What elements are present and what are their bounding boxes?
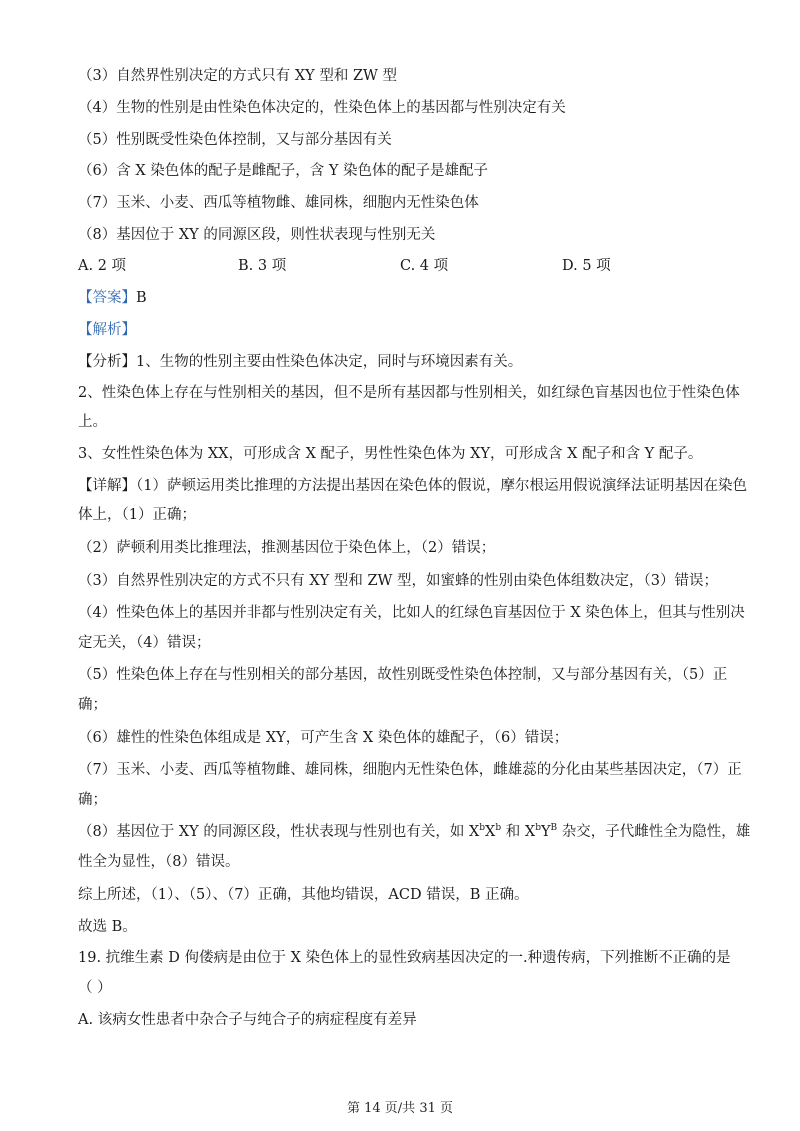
analysis-tag: 【解析】 [78, 322, 136, 338]
detail-l6: （6）雄性的性染色体组成是 XY，可产生含 X 染色体的雄配子，（6）错误； [78, 730, 569, 746]
l8a-sup-3: b [535, 823, 541, 834]
detail-l1b: 体上，（1）正确； [78, 507, 196, 523]
detail-l5b: 确； [78, 697, 107, 713]
detail-l4b: 定无关，（4）错误； [78, 635, 211, 651]
l8a-text-1: （8）基因位于 XY 的同源区段，性状表现与性别也有关，如 X [78, 824, 480, 840]
question-19-blank: （ ） [78, 980, 112, 996]
detail-l3: （3）自然界性别决定的方式不只有 XY 型和 ZW 型，如蜜蜂的性别由染色体组数决定，（3）错误； [78, 573, 719, 589]
analysis-p2b: 上。 [78, 414, 107, 430]
l8a-sup-1: b [479, 823, 486, 834]
option-d: D. 5 项 [562, 258, 611, 274]
detail-tag: 【详解】 [78, 478, 136, 494]
page-footer: 第 14 页/共 31 页 [347, 1101, 453, 1116]
detail-l8b: 性全为显性，（8）错误。 [78, 854, 240, 870]
l8a-text-3: 和 X [501, 824, 536, 840]
l8a-sup-4: B [550, 823, 558, 834]
statement-6: （6）含 X 染色体的配子是雌配子，含 Y 染色体的配子是雄配子 [78, 163, 489, 179]
statement-8: （8）基因位于 XY 的同源区段，则性状表现与性别无关 [78, 227, 436, 243]
detail-l1a [78, 476, 747, 496]
analysis-p2a: 2、性染色体上存在与性别相关的基因，但不是所有基因都与性别相关，如红绿色盲基因也位于性染色体 [78, 385, 740, 401]
detail-summary: 综上所述，（1）、（5）、（7）正确，其他均错误，ACD 错误，B 正确。 [78, 887, 529, 903]
detail-l4a: （4）性染色体上的基因并非都与性别决定有关，比如人的红绿色盲基因位于 X 染色体上，但其与性别决 [78, 605, 745, 621]
l8a-text-4: Y [540, 824, 551, 840]
analysis-sub-tag: 【分析】 [78, 354, 136, 370]
statement-5: （5）性别既受性染色体控制，又与部分基因有关 [78, 132, 392, 148]
detail-choice: 故选 B。 [78, 919, 137, 935]
analysis-p1-text: 1、生物的性别主要由性染色体决定，同时与环境因素有关。 [136, 354, 523, 370]
detail-l8a [78, 822, 751, 842]
analysis-p1 [78, 352, 728, 372]
analysis-p3: 3、女性性染色体为 XX，可形成含 X 配子，男性性染色体为 XY，可形成含 X 配子和含 Y 配子。 [78, 446, 703, 462]
detail-l1a-text: （1）萨顿运用类比推理的方法提出基因在染色体的假说，摩尔根运用假说演绎法证明基因在染色 [136, 478, 747, 494]
answer-value: B [136, 290, 147, 306]
answer-line [78, 288, 728, 308]
statement-4: （4）生物的性别是由性染色体决定的，性染色体上的基因都与性别决定有关 [78, 100, 566, 116]
option-b: B. 3 项 [238, 258, 287, 274]
question-19-option-a: A. 该病女性患者中杂合子与纯合子的病症程度有差异 [78, 1012, 417, 1028]
l8a-text-5: 杂交，子代雌性全为隐性，雄 [557, 824, 751, 840]
statement-7: （7）玉米、小麦、西瓜等植物雌、雄同株，细胞内无性染色体 [78, 195, 479, 211]
detail-l2: （2）萨顿利用类比推理法，推测基因位于染色体上，（2）错误； [78, 540, 496, 556]
option-c: C. 4 项 [400, 258, 449, 274]
l8a-text-2: X [485, 824, 496, 840]
l8a-sup-2: b [495, 823, 502, 834]
option-a: A. 2 项 [78, 258, 127, 274]
detail-l7b: 确； [78, 792, 107, 808]
detail-l5a: （5）性染色体上存在与性别相关的部分基因，故性别既受性染色体控制，又与部分基因有关，（5）正 [78, 667, 728, 683]
analysis-heading [78, 320, 728, 340]
statement-3: （3）自然界性别决定的方式只有 XY 型和 ZW 型 [78, 68, 398, 84]
question-19-stem: 19. 抗维生素 D 佝偻病是由位于 X 染色体上的显性致病基因决定的一.种遗传病，下列推断不正确的是 [78, 950, 731, 966]
detail-l7a: （7）玉米、小麦、西瓜等植物雌、雄同株，细胞内无性染色体，雌雄蕊的分化由某些基因决定，（7）正 [78, 762, 742, 778]
answer-tag: 【答案】 [78, 290, 136, 306]
